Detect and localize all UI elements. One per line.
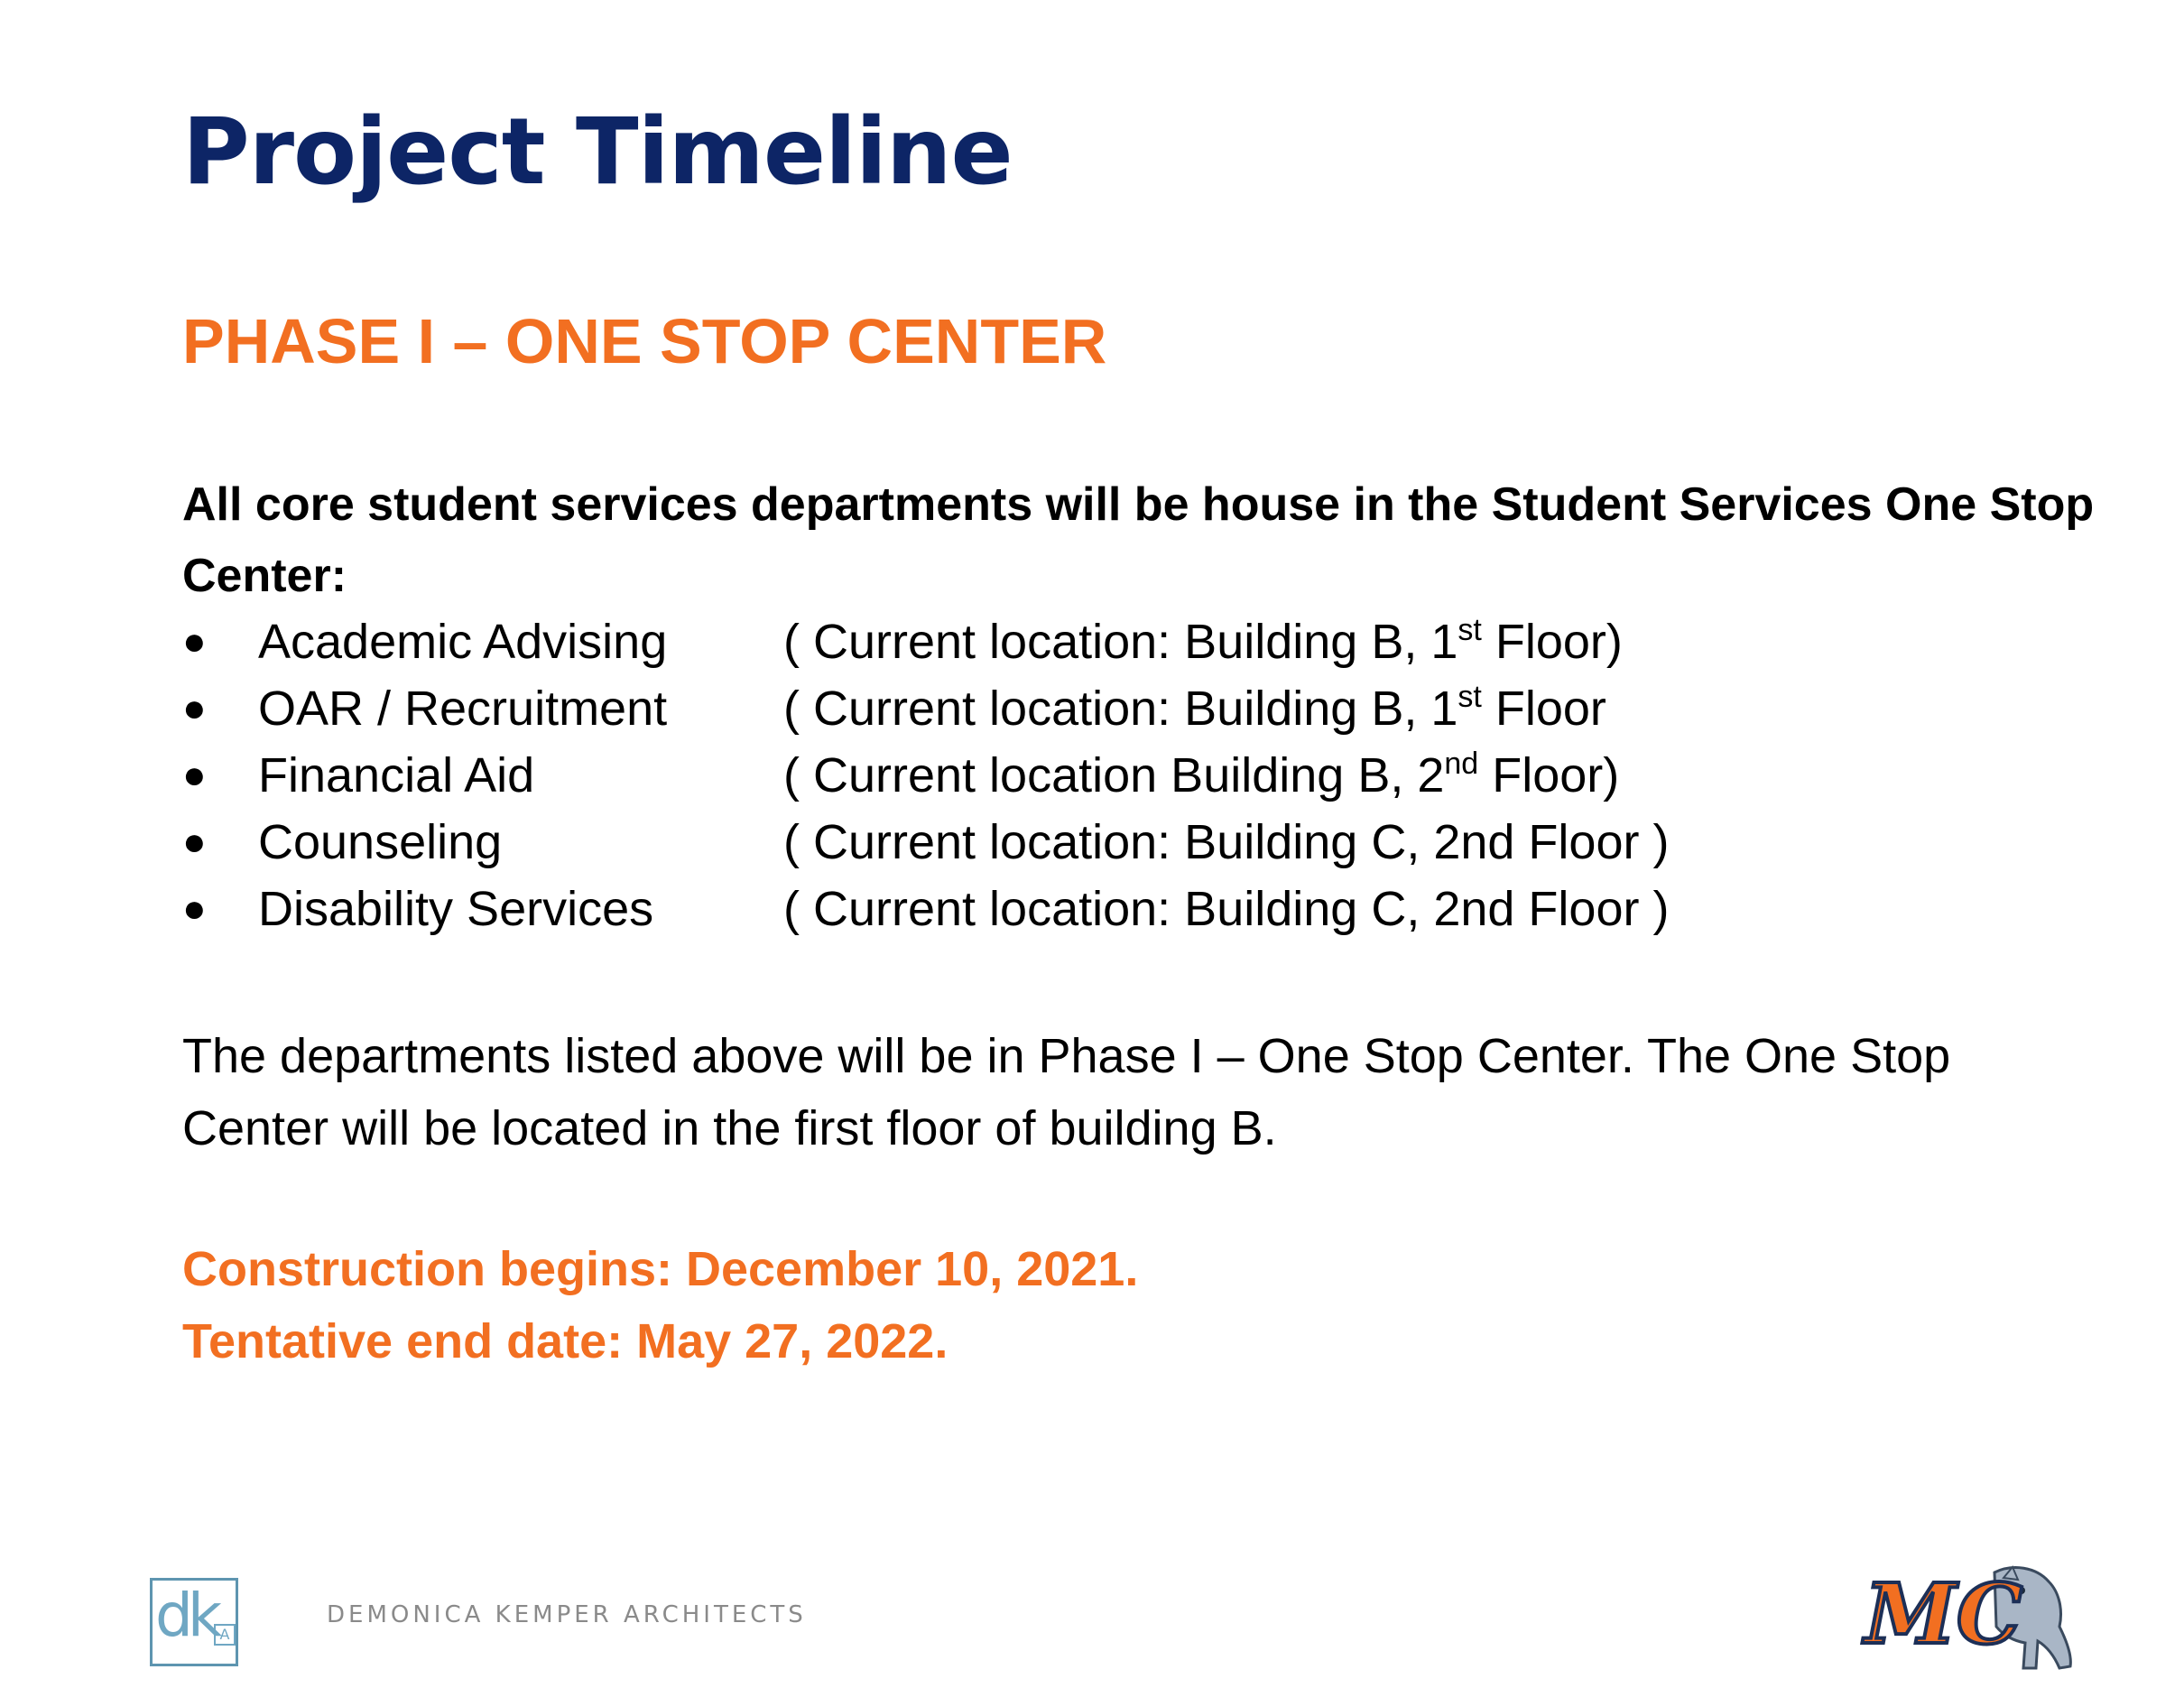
department-location: ( Current location: Building C, 2nd Floor ) [783, 882, 1670, 936]
department-location: ( Current location: Building B, 1st Floor [783, 680, 1606, 736]
phase-heading: PHASE I – ONE STOP CENTER [182, 306, 1107, 376]
department-name: Financial Aid [258, 748, 535, 802]
department-name: Academic Advising [258, 615, 668, 669]
school-logo [1859, 1554, 2076, 1681]
bullet-icon: ● [182, 753, 207, 797]
page-title: Project Timeline [182, 98, 1013, 206]
firm-name: DEMONICA KEMPER ARCHITECTS [327, 1601, 807, 1628]
bullet-icon: ● [182, 820, 207, 864]
intro-text: All core student services departments will be house in the Student Services One Stop Center: [182, 478, 2095, 602]
department-name: Disability Services [258, 882, 654, 936]
department-name: Counseling [258, 815, 503, 869]
schedule-dates [182, 1233, 1138, 1377]
school-logo-text: MC [1865, 1565, 2023, 1663]
construction-begins: Construction begins: December 10, 2021. [182, 1242, 1139, 1296]
department-location: ( Current location: Building B, 1st Floor) [783, 613, 1623, 669]
department-location: ( Current location Building B, 2nd Floor) [783, 747, 1620, 802]
tentative-end-date: Tentative end date: May 27, 2022. [182, 1314, 949, 1368]
bullet-icon: ● [182, 686, 207, 730]
bullet-icon: ● [182, 886, 207, 931]
summary-text: The departments listed above will be in Phase I – One Stop Center. The One Stop Center will be located in the first floor of building B. [182, 1029, 1951, 1155]
dka-logo [150, 1578, 238, 1666]
bullet-icon: ● [182, 619, 207, 663]
department-name: OAR / Recruitment [258, 682, 668, 736]
dka-logo-badge: A [214, 1624, 236, 1646]
department-location: ( Current location: Building C, 2nd Floor ) [783, 815, 1670, 869]
dka-logo-text: dk [155, 1581, 217, 1650]
